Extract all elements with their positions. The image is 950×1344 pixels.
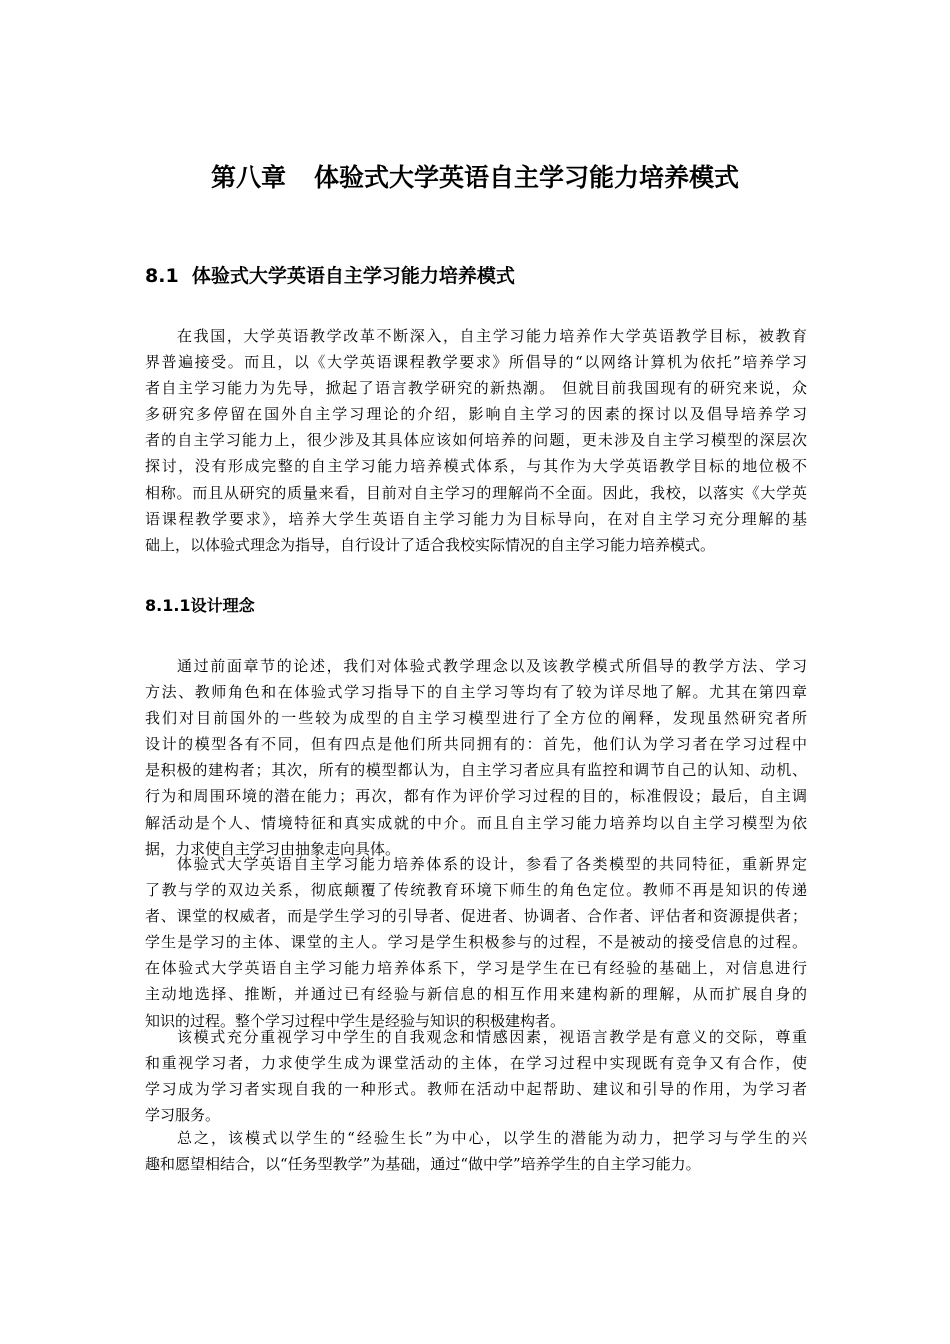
paragraph-line: 解活动是个人、情境特征和真实成就的中介。而且自主学习能力培养均以自主学习模型为依 bbox=[145, 813, 807, 832]
paragraph-line: 者、课堂的权威者，而是学生学习的引导者、促进者、协调者、合作者、评估者和资源提供者； bbox=[145, 907, 807, 926]
paragraph-line: 者自主学习能力为先导，掀起了语言教学研究的新热潮。 但就目前我国现有的研究来说，众 bbox=[145, 379, 807, 398]
paragraph-line: 该模式充分重视学习中学生的自我观念和情感因素，视语言教学是有意义的交际，尊重 bbox=[177, 1028, 807, 1046]
subsection-title: 设计理念 bbox=[190, 596, 255, 615]
chapter-title-text: 体验式大学英语自主学习能力培养模式 bbox=[314, 163, 740, 192]
subsection-number: 8.1.1 bbox=[145, 596, 191, 615]
paragraph-line: 和重视学习者，力求使学生成为课堂活动的主体，在学习过程中实现既有竞争又有合作，使 bbox=[145, 1054, 807, 1073]
paragraph-line: 通过前面章节的论述，我们对体验式教学理念以及该教学模式所倡导的教学方法、学习 bbox=[177, 657, 807, 675]
subsection-heading bbox=[145, 593, 255, 619]
paragraph-line: 体验式大学英语自主学习能力培养体系的设计，参看了各类模型的共同特征，重新界定 bbox=[177, 855, 807, 873]
paragraph-line: 多研究多停留在国外自主学习理论的介绍，影响自主学习的因素的探讨以及倡导培养学习 bbox=[145, 405, 807, 424]
paragraph-line: 知识的过程。整个学习过程中学生是经验与知识的积极建构者。 bbox=[145, 1011, 566, 1030]
paragraph-line: 我们对目前国外的一些较为成型的自主学习模型进行了全方位的阐释，发现虽然研究者所 bbox=[145, 709, 807, 728]
paragraph-line: 行为和周围环境的潜在能力；再次，都有作为评价学习过程的目的，标准假设；最后，自主调 bbox=[145, 787, 807, 806]
chapter-number: 第八章 bbox=[210, 163, 286, 192]
paragraph-line: 学习成为学习者实现自我的一种形式。教师在活动中起帮助、建议和引导的作用，为学习者 bbox=[145, 1080, 807, 1099]
design-paragraph-3 bbox=[145, 1024, 807, 1128]
paragraph-line: 设计的模型各有不同，但有四点是他们所共同拥有的：首先，他们认为学习者在学习过程中 bbox=[145, 735, 807, 754]
paragraph-line: 了教与学的双边关系，彻底颠覆了传统教育环境下师生的角色定位。教师不再是知识的传递 bbox=[145, 881, 807, 900]
intro-paragraph bbox=[145, 323, 807, 558]
paragraph-line: 学生是学习的主体、课堂的主人。学习是学生积极参与的过程，不是被动的接受信息的过程。 bbox=[145, 933, 807, 952]
paragraph-line: 础上，以体验式理念为指导，自行设计了适合我校实际情况的自主学习能力培养模式。 bbox=[145, 535, 716, 554]
section-number: 8.1 bbox=[145, 265, 179, 287]
design-paragraph-4 bbox=[145, 1125, 807, 1177]
section-heading bbox=[145, 262, 515, 290]
paragraph-line: 相称。而且从研究的质量来看，目前对自主学习的理解尚不全面。因此，我校，以落实《大学英 bbox=[145, 483, 807, 502]
paragraph-line: 学习服务。 bbox=[145, 1106, 221, 1125]
paragraph-line: 主动地选择、推断，并通过已有经验与新信息的相互作用来建构新的理解，从而扩展自身的 bbox=[145, 985, 807, 1004]
paragraph-line: 趣和愿望相结合，以“任务型教学”为基础，通过“做中学”培养学生的自主学习能力。 bbox=[145, 1155, 701, 1174]
section-title: 体验式大学英语自主学习能力培养模式 bbox=[191, 265, 515, 287]
design-paragraph-2 bbox=[145, 851, 807, 1034]
paragraph-line: 总之，该模式以学生的“经验生长”为中心，以学生的潜能为动力，把学习与学生的兴 bbox=[177, 1129, 807, 1147]
paragraph-line: 语课程教学要求》，培养大学生英语自主学习能力为目标导向，在对自主学习充分理解的基 bbox=[145, 509, 807, 528]
paragraph-line: 方法、教师角色和在体验式学习指导下的自主学习等均有了较为详尽地了解。尤其在第四章 bbox=[145, 683, 807, 702]
paragraph-line: 在体验式大学英语自主学习能力培养体系下，学习是学生在已有经验的基础上，对信息进行 bbox=[145, 959, 807, 978]
paragraph-line: 在我国，大学英语教学改革不断深入，自主学习能力培养作大学英语教学目标，被教育 bbox=[177, 327, 807, 345]
paragraph-line: 是积极的建构者；其次，所有的模型都认为，自主学习者应具有监控和调节自己的认知、动机、 bbox=[145, 761, 807, 780]
chapter-title bbox=[0, 160, 950, 196]
paragraph-line: 者的自主学习能力上，很少涉及其具体应该如何培养的问题，更未涉及自主学习模型的深层次 bbox=[145, 431, 807, 450]
paragraph-line: 界普遍接受。而且，以《大学英语课程教学要求》所倡导的“以网络计算机为依托”培养学习 bbox=[145, 353, 807, 372]
paragraph-line: 据，力求使自主学习由抽象走向具体。 bbox=[145, 839, 401, 858]
design-paragraph-1 bbox=[145, 653, 807, 862]
paragraph-line: 探讨，没有形成完整的自主学习能力培养模式体系，与其作为大学英语教学目标的地位极不 bbox=[145, 457, 807, 476]
